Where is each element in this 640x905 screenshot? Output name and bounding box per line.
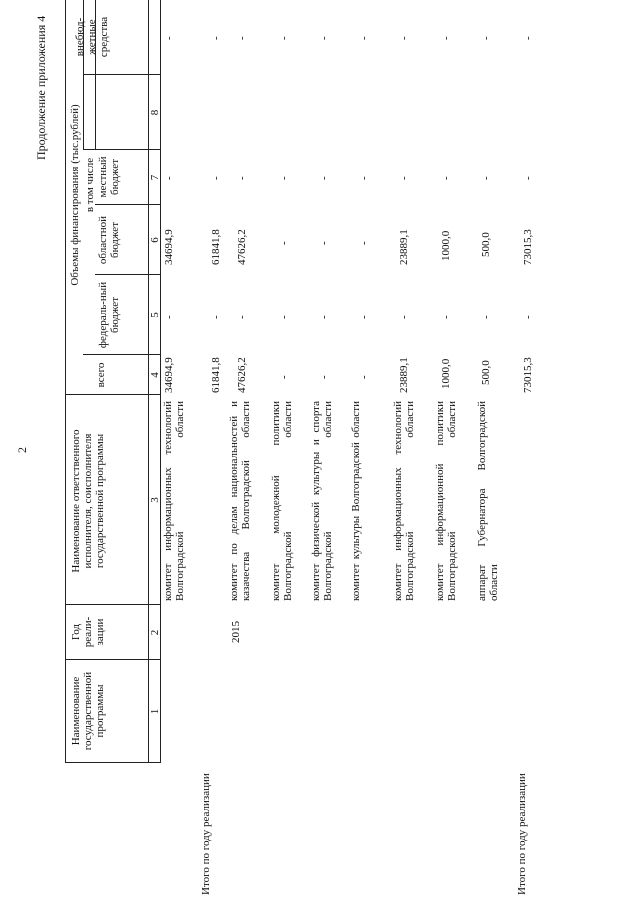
total-cell: 23889,1 [398, 357, 410, 393]
grid-line [65, 659, 160, 660]
column-number: 6 [149, 237, 161, 243]
header-year: Год реали-зации [70, 616, 106, 648]
column-number: 3 [149, 497, 161, 503]
local-cell: - [522, 176, 534, 180]
executor-cell: комитет по делам национальностей и казачества Волгоградской области [228, 401, 252, 601]
extrabudget-cell: - [522, 36, 534, 40]
header-federal: федераль-ный бюджет [97, 281, 121, 349]
header-regional: областной бюджет [97, 215, 121, 265]
extrabudget-cell: - [236, 36, 248, 40]
local-cell: - [236, 176, 248, 180]
extrabudget-cell: - [163, 36, 175, 40]
regional-cell: - [278, 241, 290, 245]
total-cell: 73015,3 [522, 357, 534, 393]
extrabudget-cell: - [278, 36, 290, 40]
regional-cell: 500,0 [480, 232, 492, 257]
federal-cell: - [480, 315, 492, 319]
column-number: 5 [149, 312, 161, 318]
total-cell: 34694,9 [163, 357, 175, 393]
header-extrabudget: внебюд-жетные средства [74, 16, 110, 58]
local-cell: - [318, 176, 330, 180]
local-cell: - [210, 176, 222, 180]
executor-cell: комитет информационных технологий Волгоградской области [392, 401, 416, 601]
grid-line [65, 604, 160, 605]
federal-cell: - [278, 315, 290, 319]
year-cell: 2015 [230, 621, 242, 643]
federal-cell: - [210, 315, 222, 319]
total-cell: 47626,2 [236, 357, 248, 393]
row-total-label: Итого по году реализации [516, 773, 528, 895]
federal-cell: - [522, 315, 534, 319]
regional-cell: 73015,3 [522, 229, 534, 265]
federal-cell: - [398, 315, 410, 319]
header-total: всего [95, 362, 107, 388]
header-funding: Объемы финансирования (тыс.рублей) [69, 104, 81, 286]
executor-cell: комитет молодежной политики Волгоградской области [270, 401, 294, 601]
grid-line [65, 0, 66, 763]
local-cell: - [440, 176, 452, 180]
column-number: 2 [149, 629, 161, 636]
column-number: 1 [149, 708, 161, 715]
local-cell: - [278, 176, 290, 180]
extrabudget-cell: - [480, 36, 492, 40]
federal-cell: - [440, 315, 452, 319]
column-number: 7 [149, 174, 161, 181]
local-cell: - [163, 176, 175, 180]
extrabudget-cell: - [398, 36, 410, 40]
total-cell: - [358, 375, 370, 379]
grid-line [65, 762, 160, 763]
regional-cell: 34694,9 [163, 229, 175, 265]
federal-cell: - [358, 315, 370, 319]
appendix-label: Продолжение приложения 4 [34, 15, 48, 160]
regional-cell: 47626,2 [236, 229, 248, 265]
total-cell: 500,0 [480, 360, 492, 385]
executor-cell: комитет информационной политики Волгоградской области [434, 401, 458, 601]
extrabudget-cell: - [358, 36, 370, 40]
federal-cell: - [236, 315, 248, 319]
header-program-name: Наименование государственной программы [70, 671, 106, 751]
extrabudget-cell: - [318, 36, 330, 40]
total-cell: - [278, 375, 290, 379]
local-cell: - [480, 176, 492, 180]
regional-cell: 61841,8 [210, 229, 222, 265]
local-cell: - [358, 176, 370, 180]
regional-cell: 1000,0 [440, 230, 452, 261]
regional-cell: - [358, 241, 370, 245]
federal-cell: - [318, 315, 330, 319]
total-cell: - [318, 375, 330, 379]
total-cell: 61841,8 [210, 357, 222, 393]
header-local: местный бюджет [97, 156, 121, 198]
row-total-label: Итого по году реализации [200, 773, 212, 895]
page-number: 2 [15, 447, 29, 453]
regional-cell: - [318, 241, 330, 245]
local-cell: - [398, 176, 410, 180]
regional-cell: 23889,1 [398, 229, 410, 265]
executor-cell: комитет культуры Волгоградской области [350, 401, 362, 601]
header-executor: Наименование ответственного исполнителя, соисполнителя государственной программы [70, 429, 106, 573]
executor-cell: комитет информационных технологий Волгоградской области [162, 401, 186, 601]
extrabudget-cell: - [210, 36, 222, 40]
executor-cell: аппарат Губернатора Волгоградской области [476, 401, 500, 601]
grid-line [65, 394, 160, 395]
column-number: 4 [149, 372, 161, 378]
federal-cell: - [163, 315, 175, 319]
header-in-that-number: в том числе [84, 157, 96, 213]
extrabudget-cell: - [440, 36, 452, 40]
total-cell: 1000,0 [440, 358, 452, 389]
executor-cell: комитет физической культуры и спорта Волгоградской области [310, 401, 334, 601]
column-number: 8 [149, 109, 161, 116]
